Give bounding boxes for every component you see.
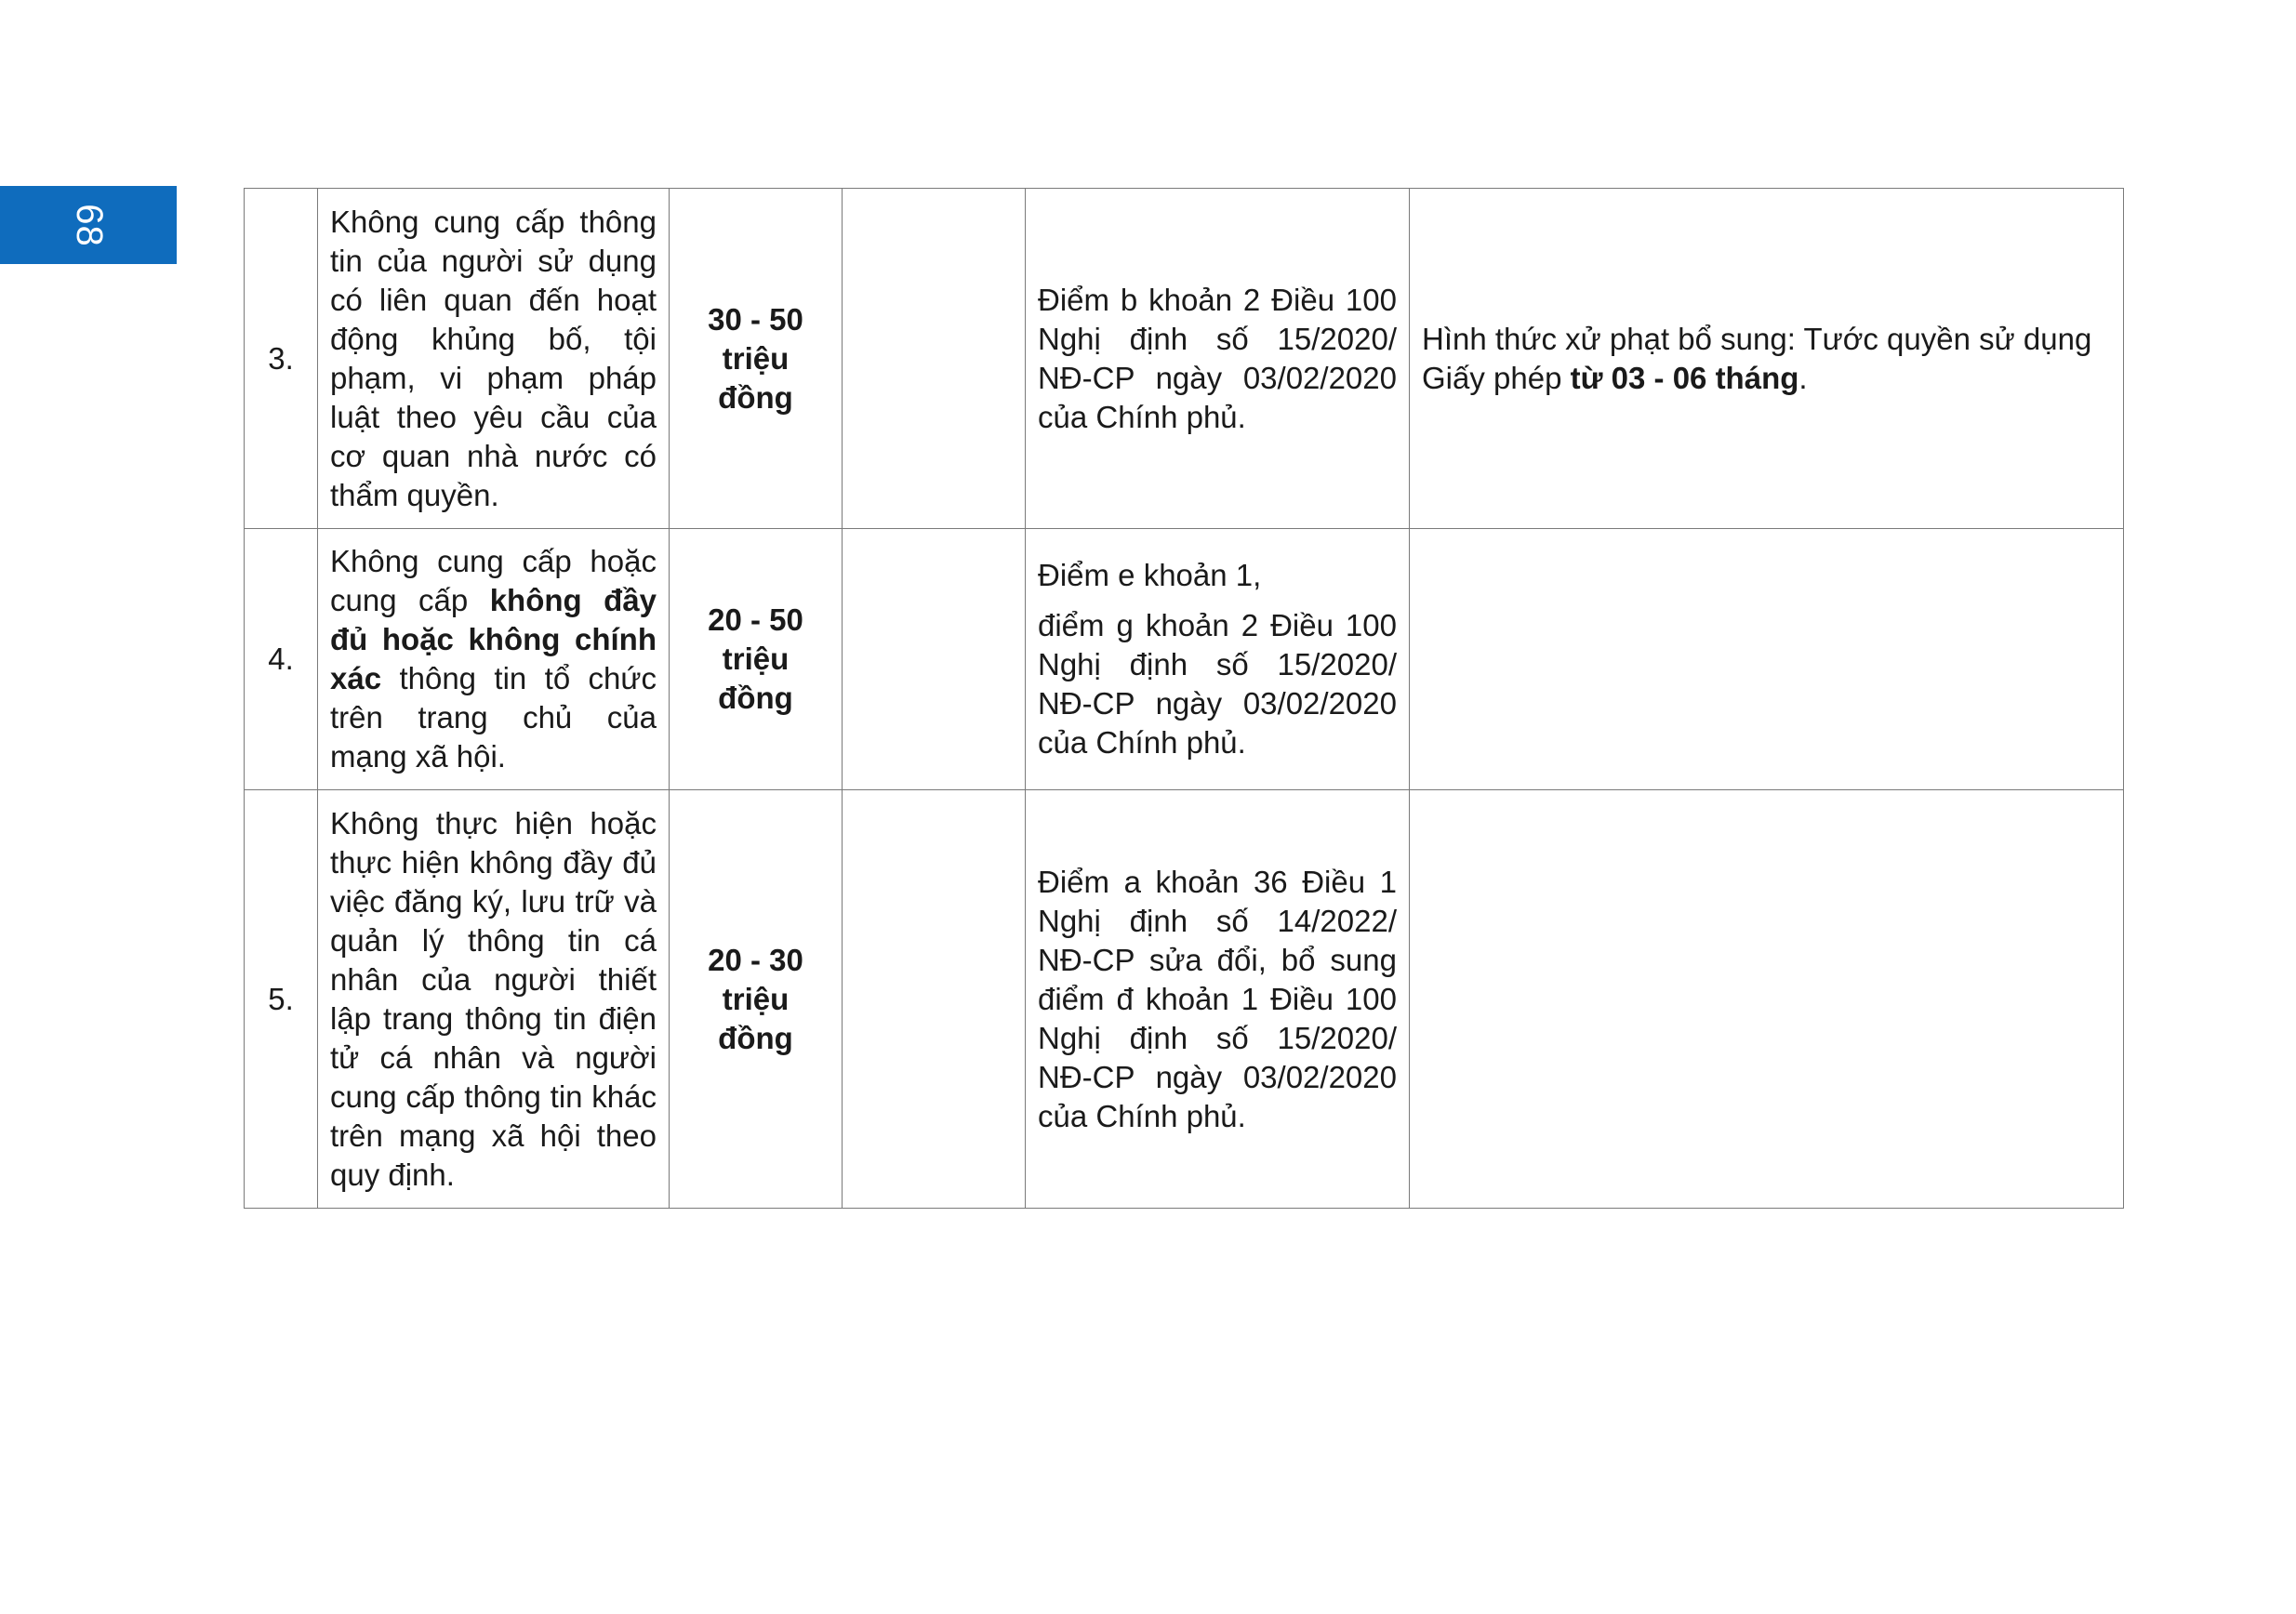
fine-unit: triệu	[722, 642, 790, 676]
legal-basis-text: điểm g khoản 2 Điều 100 Nghị định số 15/2020/ NĐ-CP ngày 03/02/2020 của Chính phủ.	[1038, 608, 1397, 760]
table-row	[245, 790, 2124, 1209]
empty-cell	[843, 529, 1026, 790]
fine-unit: triệu	[722, 981, 790, 1016]
violation-description	[318, 790, 670, 1209]
empty-cell	[843, 790, 1026, 1209]
fine-amount	[670, 189, 843, 529]
description-text: Không cung cấp thông tin của người sử dụng có liên quan đến hoạt động khủng bố, tội phạm, vi phạm pháp luật theo yêu cầu của cơ quan nhà nước có thẩm quyền.	[330, 204, 657, 512]
description-text: Không cung cấp hoặc cung cấp	[330, 544, 657, 617]
legal-basis	[1026, 529, 1410, 790]
fine-unit: triệu	[722, 340, 790, 376]
additional-penalty-text: Hình thức xử phạt bổ sung: Tước quyền sử dụng Giấy phép	[1422, 321, 2092, 395]
violation-description	[318, 189, 670, 529]
description-text-end: thông tin tổ chức trên trang chủ của mạng xã hội.	[330, 661, 657, 774]
row-number: 5.	[245, 790, 318, 1209]
legal-basis	[1026, 790, 1410, 1209]
legal-basis-text: Điểm e khoản 1,	[1038, 558, 1262, 592]
additional-penalty	[1410, 790, 2124, 1209]
table-row	[245, 529, 2124, 790]
empty-cell	[843, 189, 1026, 529]
legal-basis-text: Điểm b khoản 2 Điều 100 Nghị định số 15/2020/ NĐ-CP ngày 03/02/2020 của Chính phủ.	[1038, 282, 1397, 434]
fine-range: 20 - 50	[708, 602, 803, 637]
page-number: 68	[68, 203, 110, 247]
legal-basis	[1026, 189, 1410, 529]
additional-penalty	[1410, 529, 2124, 790]
violations-table	[244, 188, 2124, 1209]
fine-currency: đồng	[718, 681, 793, 715]
fine-range: 30 - 50	[708, 301, 803, 337]
row-number: 3.	[245, 189, 318, 529]
description-emphasis: không đầy đủ hoặc không chính xác	[330, 583, 657, 695]
page-number-tab	[0, 186, 177, 264]
additional-penalty-duration: từ 03 - 06 tháng	[1570, 360, 1799, 395]
description-text: Không thực hiện hoặc thực hiện không đầy đủ việc đăng ký, lưu trữ và quản lý thông tin cá nhân của người thiết lập trang thông tin điện tử cá nhân và người cung cấp thông tin khác trên mạng xã hội theo quy định.	[330, 805, 657, 1192]
additional-penalty	[1410, 189, 2124, 529]
row-number: 4.	[245, 529, 318, 790]
fine-amount	[670, 790, 843, 1209]
legal-basis-text: Điểm a khoản 36 Điều 1 Nghị định số 14/2022/ NĐ-CP sửa đổi, bổ sung điểm đ khoản 1 Điều 100 Nghị định số 15/2020/ NĐ-CP ngày 03/02/2020 của Chính phủ.	[1038, 864, 1397, 1133]
fine-currency: đồng	[718, 379, 793, 415]
additional-penalty-end: .	[1798, 360, 1808, 395]
fine-amount	[670, 529, 843, 790]
table-row	[245, 189, 2124, 529]
fine-currency: đồng	[718, 1020, 793, 1055]
violation-description	[318, 529, 670, 790]
fine-range: 20 - 30	[708, 942, 803, 977]
